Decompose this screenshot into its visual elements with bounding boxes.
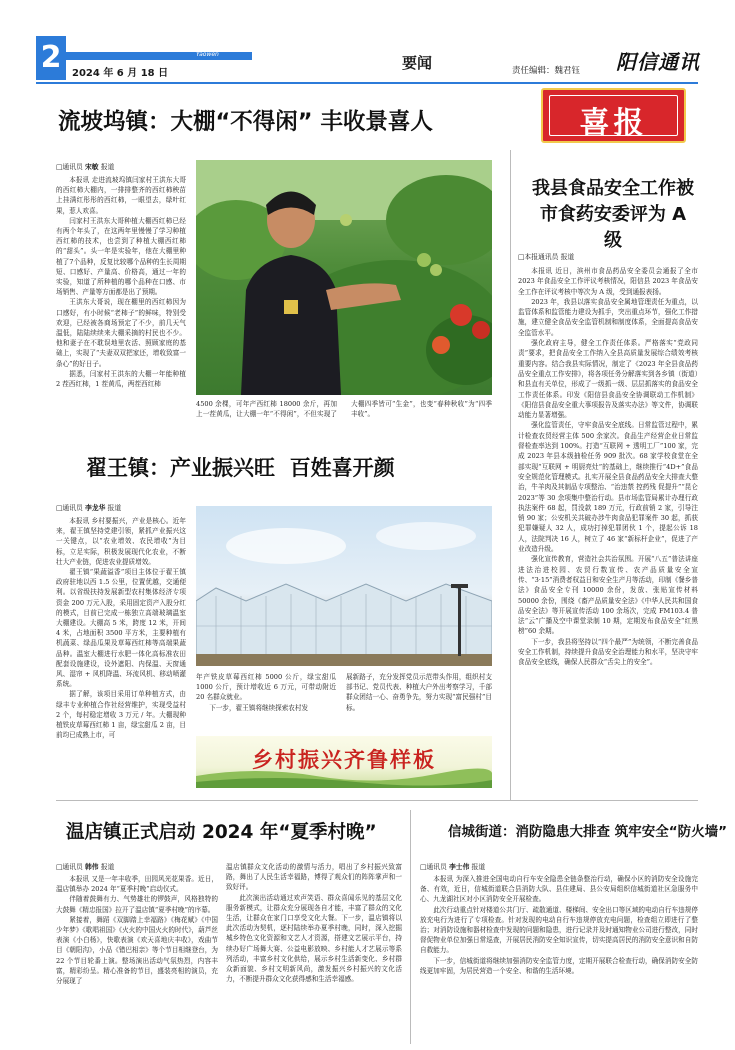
page-number: 2 xyxy=(36,36,66,80)
column-divider-bottom xyxy=(410,810,411,1044)
article3-col3: 展新路子，充分发挥党员示范带头作用，组织村支部书记、党员代表、种植大户外出考察学习，千部群众团结一心、奋勇争先，努力实现“富民强村”目标。 xyxy=(346,673,492,712)
badge-xibao xyxy=(541,88,686,143)
article3-byline: □通讯员 李龙华 报道 xyxy=(56,504,122,512)
editor-credit: 责任编辑：魏君钰 xyxy=(512,66,581,76)
issue-date: 2024 年 6 月 18 日 xyxy=(72,68,169,79)
article3-col1: 本报讯 乡村要振兴，产业是核心。近年来，翟王镇坚持党建引领，紧抓产业振兴这一关键点，以“农业增效、农民增收”为目标，立足实际，积极发展现代化农业，不断壮大产业链，促进农业提质增效。 翟王镇“果蔬溢香”项目主体位于翟王镇政府驻地以西 1.5 公里，位置优越，交通便利。以省级扶持发展新型农村集体经济专项资金 200 万元入股，采用固定资产入股分红的模式，目前已完成一栋独立高端玻璃温室大棚建设。大棚高 5 米，跨度 12 米，开间 4 米，占地面积 3500 平方米，主要种植有机蔬菜、绿品瓜果及草莓西红柿等高端果蔬品种。温室大棚进行水肥一体化高标准农田配套设施建设，设外遮阳、内保温、天窗通风、湿帘 + 风机降温、环流风机、移动喷灌系统。 据了解，该项目采用订单种植方式，由绿丰专业种植合作社经营维护，实现受益村 2 个，每村稳定增收 3 万元 / 年。大棚现种植铁皮草莓西红柿 1 亩，绿宝甜瓜 2 亩，目前均已成熟上市，可 xyxy=(56,517,186,740)
article3-col2: 年产铁皮草莓西红柿 5000 公斤，绿宝甜瓜 1000 公斤，预计增收近 6 万元，可带动附近 20 名群众就业。 下一步，翟王镇将继续探索农村发 xyxy=(196,673,336,712)
article4-col1: 本报讯 又是一年丰收季，田园风光花果香。近日，温店镇举办 2024 年“夏季村晚”启动仪式。 伴随着鼓舞有力、气势雄壮的锣鼓声，风格独特的大鼓舞《精忠报国》拉开了温店镇“夏季村晚”的序幕。 紧接着，舞蹈《双脚踏上幸福路》《梅花赋》《中国少年梦》《歌唱祖国》《火火的中国火火的时代》，葫芦丝表演《小白杨》，快歌表演《欢天喜地庆丰收》，戏曲节目《朝阳沟》，小品《错巴相亲》等个节目相继登台，为 22 个节目轮番上演。整场演出活动气氛热烈，内容丰富，精彩纷呈。精心准备的节目，盛装亮相的演员，充分展现了 xyxy=(56,875,218,986)
section-tag: Yaowen xyxy=(196,51,219,58)
column-divider xyxy=(510,150,511,800)
article4-col2: 温店镇群众文化活动的激情与活力，唱出了乡村振兴致富路，舞出了人民生活幸福路，博得了观众们的阵阵掌声和一致好评。 此次演出活动通过欢声笑语、群众喜闻乐见的基层文化服务新模式，让群众充分展现各自才能，丰富了群众的文化生活，让群众在家门口享受文化大餐。下一步，温店镇将以此次活动为契机，逐村陆续举办夏季村晚，同时，深入挖掘城乡特色文化资源和文艺人才资源，搭建文艺展示平台，持续办好广场舞大赛、公益电影放映、乡村能人才艺展示等系列活动，丰富乡村文化供给，展示乡村生活新变化、乡村群众新面貌、乡村文明新风尚，激发振兴乡村振兴的文化活力，不断提升群众文化获得感和生活幸福感。 xyxy=(226,863,402,984)
tomato-greenhouse-photo xyxy=(196,160,492,395)
article1-headline: 流坡坞镇：大棚“不得闲” 丰收景喜人 xyxy=(58,109,433,135)
article2-headline-line1: 我县食品安全工作被 xyxy=(532,178,694,199)
header-bar xyxy=(66,52,252,60)
section-divider xyxy=(56,800,698,801)
article1-col1: 本报讯 走进流坡坞镇闫家村王洪东大哥的西红柿大棚内，一排排整齐的西红柿秧苗上挂满红彤彤的西红柿，一眼望去，绿叶红果，惹人欢喜。 闫家村王洪东大哥种植大棚西红柿已经有两个年头了，在这两年里慢慢了学习种植西红柿的技术，也尝到了种植大棚西红柿的“甜头”。头一年是实验年，他在大棚里种植了7个品种，反复比较哪个品种的生长周期短、口感好、产量高、价格高，通过一年的实验，知道了所种植的哪个品种在口感、市场销售、产量等方面都是出了预期。 王洪东大哥说，现在棚里的西红柿因为口感好，有小时候“老柿子”的鲜味，特别受欢迎，已经被各商场预定了不少，前几天气温低，陆陆续续来大棚采摘的村民也不少。他和妻子在不耽误地里农活、照顾家庭的基础上，实现了“夫妻双双把家还，增收致富一条心”的好日子。 据悉，闫家村王洪东的大棚一年能种植 2 茬西红柿，1 茬黄瓜，两茬西红柿 xyxy=(56,176,186,389)
header-rule xyxy=(36,82,698,84)
article1-byline: □通讯员 宋敏 报道 xyxy=(56,163,115,171)
article4-headline: 温店镇正式启动 2024 年“夏季村晚” xyxy=(66,822,377,843)
article5-byline: □通讯员 李士伟 报道 xyxy=(420,863,486,871)
article5-headline: 信城街道：消防隐患大排查 筑牢安全“防火墙” xyxy=(448,824,727,840)
badge-text: 喜报 xyxy=(579,106,648,141)
article2-headline-line2: 市食药安委评为 A 级 xyxy=(539,204,687,251)
article3-headline: 翟王镇：产业振兴旺 百姓喜开颜 xyxy=(86,456,395,480)
article5-body: 本报讯 为深入推进全国电动自行车安全隐患全链条整治行动，确保小区的消防安全设施完备、有效，近日，信城街道联合县消防大队、县住建局、县公安局组织信城街道社区急服务中心、九龙湖社区对小区消防安全开展检查。 此次行动重点针对楼道公共门厅、疏散通道、楼梯间、安全出口等区域的电动自行车违规停放充电行为进行了专项检查。针对发现的电动自行车违规停放充电问题，检查组立即进行了整治；对消防设施和器材检查中发现的问题和隐患，进行记录并及时通知物业公司进行整改，同时督促物业单位加强日常巡查，开展居民消防安全知识宣传，切实提高居民的消防安全意识和自防自救能力。 下一步，信城街道将继续加强消防安全监管力度，定期开展联合检查行动，确保消防安全防线更加牢固，为居民营造一个安全、和谐的生活环境。 xyxy=(420,875,698,975)
article2-body: 本报讯 近日，滨州市食品药品安全委员会通报了全市 2023 年食品安全工作评议考核情况，阳信县 2023 年食品安全工作在评议考核中等次为 A 级，受到通报表扬。 2023 年，我县以落实食品安全属地管理责任为重点，以监管体系和监管能力建设为抓手，突出重点环节，强化工作措施，建立健全食品安全监管机制和制度体系，全面提高食品安全监管水平。 强化政府主导，健全工作责任体系。严格落实“党政同责”要求，把食品安全工作纳入全县高质量发展综合绩效考核重要内容。结合我县实际情况，制定了《2023 年全县食品药品安全重点工作安排》，将各项任务分解落实到各乡镇（街道）和县直有关单位，形成了一级抓一级、层层抓落实的食品安全工作责任体系。印发《阳信县食品安全协调联动工作机制》《阳信县食品安全重大事项报告及落实办法》等文件，协调联动能力显著增强。 强化监管责任，守牢食品安全底线。日常监管过程中，累计检查农贸经营主体 500 余家次。食品生产经营企业日常监督检查率达到 100%。打造“互联网 + 透明工厂”100 家，完成 2023 年县本级抽检任务 909 批次。68 家学校食堂在全部实现“互联网 + 明厨亮灶”的基础上，继续推行“4D+”食品安全规范化管理模式。扎实开展全县食品药品安全大排查大整治，牛羊肉及其制品专项整治、“治违禁 控药残 促提升”“昆仑 2023”等 30 余项集中整治行动。县市场监管局累计办理行政执法案件 68 起，罚没款 189 万元，行政前销 2 家，引导注销 90 家；公安机关共破办涉牛肉食品犯罪案件 30 起，抓获犯罪嫌疑人 32 人，成功打掉犯罪团伙 1 个，提起公诉 18 人，法院判决 16 人，树立了 46 家“新标杆企业”，促进了产业改造升级。 强化宣传教育，营造社会共治氛围。开展“八五”普法讲座进法治进校园、农贸行数宣传、农产品质量安全宣传、“3·15”消费者权益日和安全生产月等活动，印制《餐乡普法》食品安全专刊 10000 余份，发放、张贴宣传材料 50000 余份，围绕《畜产品质量安全法》《中华人民共和国食品安全法》等开展宣传活动 100 余场次，完成 FM103.4 普法“云”广播及空中课堂录制 10 期，定期发布食品安全“红黑榜”60 余期。 下一步，我县将坚持以“四个最严”为统领，不断完善食品安全工作机制，持续提升食品安全治理能力和水平，坚决守牢食品安全底线，确保人民群众“舌尖上的安全”。 xyxy=(518,267,698,667)
banner-text: 乡村振兴齐鲁样板 xyxy=(252,748,436,772)
article1-col2: 4500 余棵，可年产西红柿 18000 余斤，再加上一茬黄瓜，让大棚一年“不得闲”，不但实现了大棚四季皆可“生金”，也变“春种秋收”为“四季丰收”。 xyxy=(196,400,492,419)
article2-byline: □本报通讯员 报道 xyxy=(518,253,575,261)
newspaper-logo: 阳信通讯 xyxy=(616,50,700,74)
section-title: 要闻 xyxy=(402,54,433,72)
rural-revitalization-banner xyxy=(196,736,492,788)
greenhouse-photo xyxy=(196,506,492,666)
article4-byline: □通讯员 韩伟 报道 xyxy=(56,863,115,871)
article2-headline xyxy=(528,176,698,254)
